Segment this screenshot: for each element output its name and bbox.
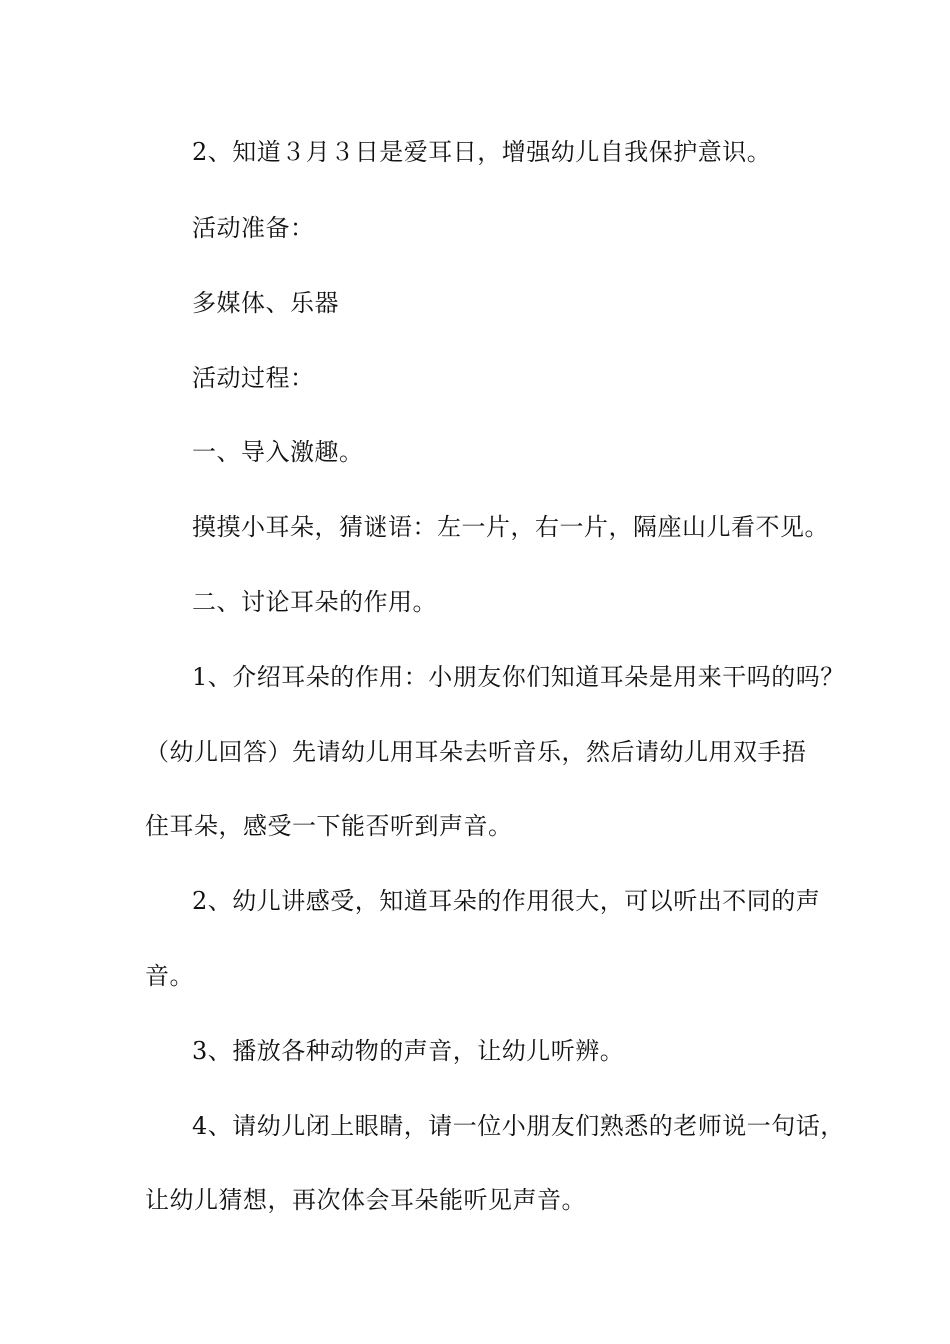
heading-activity-preparation: 活动准备： bbox=[192, 214, 315, 242]
paragraph-step-2-end: 音。 bbox=[145, 962, 194, 990]
paragraph-step-4: 4、请幼儿闭上眼睛，请一位小朋友们熟悉的老师说一句话， bbox=[192, 1112, 845, 1140]
section-heading-1: 一、导入激趣。 bbox=[192, 438, 364, 466]
paragraph-materials: 多媒体、乐器 bbox=[192, 289, 339, 317]
paragraph-step-1-end: 住耳朵，感受一下能否听到声音。 bbox=[145, 812, 513, 840]
paragraph-step-2: 2、幼儿讲感受，知道耳朵的作用很大，可以听出不同的声 bbox=[192, 887, 821, 915]
section-heading-2: 二、讨论耳朵的作用。 bbox=[192, 588, 437, 616]
paragraph-step-1: 1、介绍耳朵的作用：小朋友你们知道耳朵是用来干吗的吗？ bbox=[192, 663, 845, 691]
paragraph-riddle: 摸摸小耳朵，猜谜语：左一片，右一片，隔座山儿看不见。 bbox=[192, 513, 829, 541]
paragraph-step-3: 3、播放各种动物的声音，让幼儿听辨。 bbox=[192, 1037, 625, 1065]
heading-activity-process: 活动过程： bbox=[192, 364, 315, 392]
paragraph-step-1-continued: （幼儿回答）先请幼儿用耳朵去听音乐，然后请幼儿用双手捂 bbox=[145, 738, 807, 766]
paragraph-step-4-end: 让幼儿猜想，再次体会耳朵能听见声音。 bbox=[145, 1186, 586, 1214]
paragraph-goal-2: 2、知道３月３日是爱耳日，增强幼儿自我保护意识。 bbox=[192, 138, 772, 166]
